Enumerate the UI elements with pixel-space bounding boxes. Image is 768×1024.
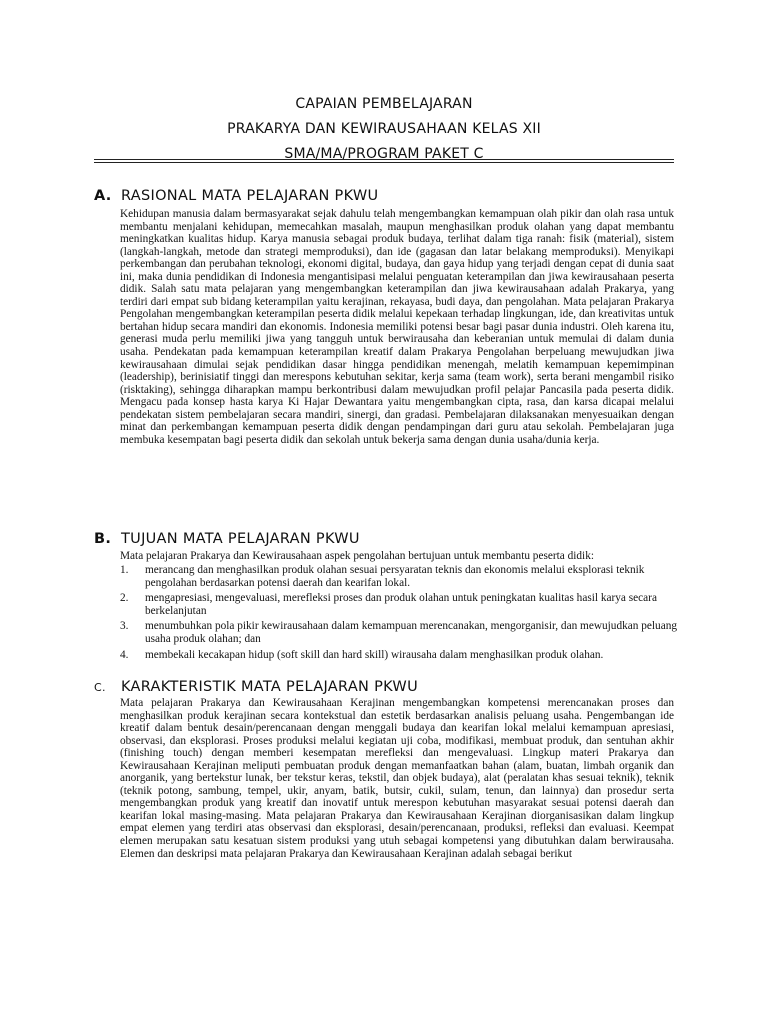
document-header <box>94 92 674 167</box>
header-title-line-1: CAPAIAN PEMBELAJARAN <box>295 96 473 112</box>
section-b-objectives-list <box>120 564 680 664</box>
objective-text: membekali kecakapan hidup (soft skill dan hard skill) wirausaha dalam menghasilkan produk olahan. <box>145 648 604 661</box>
header-divider-top <box>94 159 674 160</box>
header-title-line-2: PRAKARYA DAN KEWIRAUSAHAAN KELAS XII <box>227 121 541 137</box>
objective-text: merancang dan menghasilkan produk olahan sesuai persyaratan teknis dan ekonomis melalui eksplorasi teknik pengolahan berdasarkan potensi daerah dan kearifan lokal. <box>145 564 645 590</box>
objective-number: 3. <box>120 620 129 633</box>
section-c-title: KARAKTERISTIK MATA PELAJARAN PKWU <box>121 679 418 695</box>
section-c-heading <box>94 679 418 695</box>
objective-item <box>120 620 680 646</box>
objective-item <box>120 564 680 590</box>
section-b-heading <box>94 531 360 547</box>
section-a-heading <box>94 188 378 204</box>
section-b-intro: Mata pelajaran Prakarya dan Kewirausahaan aspek pengolahan bertujuan untuk membantu peserta didik: <box>120 550 594 562</box>
section-c-letter: C. <box>94 681 106 694</box>
objective-text: menumbuhkan pola pikir kewirausahaan dalam kemampuan merencanakan, mengorganisir, dan mewujudkan peluang usaha produk olahan; dan <box>145 620 678 646</box>
header-divider-bottom <box>94 162 674 163</box>
section-a-title: RASIONAL MATA PELAJARAN PKWU <box>121 188 379 204</box>
objective-number: 4. <box>120 648 129 661</box>
section-b-letter: B. <box>94 531 112 547</box>
section-b-title: TUJUAN MATA PELAJARAN PKWU <box>121 531 360 547</box>
objective-number: 2. <box>120 592 129 605</box>
objective-item <box>120 592 680 618</box>
header-title-line-3: SMA/MA/PROGRAM PAKET C <box>284 146 484 162</box>
objective-item <box>120 649 680 662</box>
section-c-body: Mata pelajaran Prakarya dan Kewirausahaan Kerajinan mengembangkan kompetensi merencanakan proses dan menghasilkan produk kerajinan secara kontekstual dan estetik berdasarkan analisis peluang usaha. Pengembangan ide kreatif dalam bentuk desain/perencanaan dengan menggali budaya dan kearifan lokal melalui kemampuan apresiasi, observasi, dan eksplorasi. Proses produksi melalui kegiatan uji coba, modifikasi, membuat produk, dan sentuhan akhir (finishing touch) dengan memberi kesempatan merefleksi dan mengevaluasi. Lingkup materi Prakarya dan Kewirausahaan Kerajinan meliputi pembuatan produk dengan memanfaatkan bahan (alam, buatan, limbah organik dan anorganik, yang bertekstur lunak, ber tekstur keras, tekstil, dan objek budaya), alat (peralatan khas sesuai teknik), teknik (teknik potong, sambung, tempel, ukir, anyam, batik, butsir, cukil, sulam, tenun, dan lainnya) dan prosedur serta mengembangkan produk yang kreatif dan inovatif untuk merespon kebutuhan masyarakat sesuai potensi daerah dan kearifan lokal masing-masing. Mata pelajaran Prakarya dan Kewirausahaan Kerajinan diorganisasikan dalam lingkup empat elemen yang terdiri atas observasi dan eksplorasi, desain/perencanaan, produksi, refleksi dan evaluasi. Keempat elemen merupakan satu kesatuan sistem produksi yang utuh sebagai kompetensi yang dibutuhkan dalam berwirausaha. Elemen dan deskripsi mata pelajaran Prakarya dan Kewirausahaan Kerajinan adalah sebagai berikut <box>120 697 674 860</box>
section-a-letter: A. <box>94 188 112 204</box>
section-a-body: Kehidupan manusia dalam bermasyarakat sejak dahulu telah mengembangkan kemampuan olah pikir dan olah rasa untuk membantu menjalani kehidupan, memecahkan masalah, maupun menghasilkan produk olahan yang dapat membantu meningkatkan kualitas hidup. Karya manusia sebagai produk budaya, terlihat dalam tiga ranah: fisik (material), sistem (langkah-langkah, metode dan strategi memproduksi), dan ide (gagasan dan latar belakang memproduksi). Menyikapi perkembangan dan perubahan teknologi, ekonomi digital, budaya, dan gaya hidup yang terjadi dengan cepat di dunia saat ini, maka dunia pendidikan di Indonesia mengantisipasi melalui penguatan keterampilan dan jiwa kewirausahaan peserta didik. Salah satu mata pelajaran yang mengembangkan keterampilan dan jiwa kewirausahaan adalah Prakarya, yang terdiri dari empat sub bidang keterampilan yaitu kerajinan, rekayasa, budi daya, dan pengolahan. Mata pelajaran Prakarya Pengolahan mengembangkan keterampilan peserta didik melalui kepekaan terhadap lingkungan, ide, dan kreativitas untuk bertahan hidup secara mandiri dan ekonomis. Indonesia memiliki potensi besar bagi pasar dunia industri. Oleh karena itu, generasi muda perlu memiliki jiwa yang tangguh untuk berwirausaha dan keberanian untuk memulai di dalam dunia usaha. Pendekatan pada kemampuan keterampilan kreatif dalam Prakarya Pengolahan berpeluang mewujudkan jiwa kewirausahaan dimulai sejak pendidikan dasar hingga pendidikan menengah, melatih kemampuan kepemimpinan (leadership), berinisiatif tinggi dan merespons kebutuhan sekitar, kerja sama (team work), serta berani mengambil risiko (risktaking), sehingga diharapkan mampu berkontribusi dalam mewujudkan profil pelajar Pancasila pada peserta didik. Mengacu pada konsep hasta karya Ki Hajar Dewantara yaitu mengembangkan cipta, rasa, dan karsa dicapai melalui pendekatan sistem pembelajaran secara mandiri, sinergi, dan gradasi. Pembelajaran dilaksanakan menyesuaikan dengan minat dan perkembangan kemampuan peserta didik dengan pendampingan dari guru atau sekolah. Pembelajaran juga membuka kesempatan bagi peserta didik dan sekolah untuk bekerja sama dengan dunia usaha/dunia kerja. <box>120 208 674 446</box>
objective-number: 1. <box>120 564 129 576</box>
objective-text: mengapresiasi, mengevaluasi, merefleksi proses dan produk olahan untuk peningkatan kualitas hasil karya secara berkelanjutan <box>145 592 657 618</box>
